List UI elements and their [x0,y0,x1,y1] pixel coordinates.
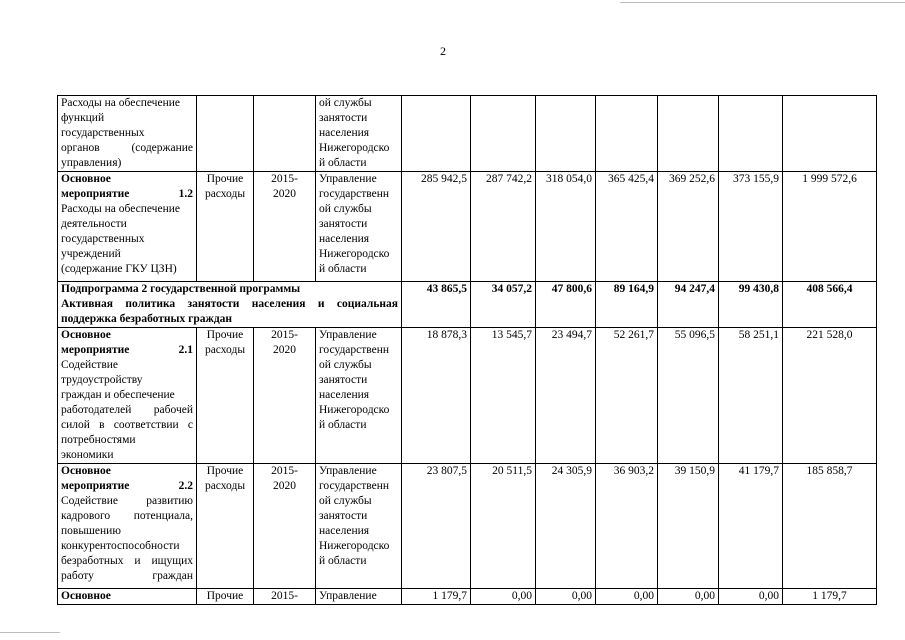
cell-text-line: Прочие [206,329,244,341]
cell-text-line: расходы [204,480,246,492]
cell-text-line: Прочие [206,173,244,185]
cell-text-line: трудоустройству [61,374,143,386]
cell-text-line: Управление [319,329,377,341]
table-row [58,464,877,589]
period-cell [254,96,316,172]
cell-text-line: граждан и обеспечение [61,389,175,401]
cell-text-line: 2020 [273,188,296,200]
cell-text-line: органов (содержание [61,142,193,154]
value-cell: 23 494,7 [536,328,596,464]
expense-type-cell [197,96,254,172]
cell-text-line: потребностями [61,434,136,446]
scan-edge-bottom [0,632,60,633]
value-cell: 0,00 [658,589,719,605]
value-cell: 13 545,7 [471,328,536,464]
value-cell: 55 096,5 [658,328,719,464]
cell-text-line: 2020 [273,344,296,356]
value-cell: 373 155,9 [719,172,783,282]
cell-text-line: Активная политика занятости населения и социальная [61,298,398,310]
cell-text-line: Нижегородско [319,404,390,416]
value-cell: 24 305,9 [536,464,596,589]
cell-text-line: й области [319,157,367,169]
cell-text-line: управления) [61,157,122,169]
value-cell: 221 528,0 [783,328,877,464]
cell-text-line: расходы [204,188,246,200]
cell-text-line: Управление [319,173,377,185]
cell-text-line: ой службы [319,97,372,109]
value-cell: 365 425,4 [596,172,658,282]
measure-name-cell [58,96,197,172]
expense-type-cell [197,589,254,605]
cell-text-line: населения [319,389,370,401]
cell-text-line: Расходы на обеспечение [61,203,180,215]
value-cell: 47 800,6 [536,282,596,328]
period-cell [254,328,316,464]
value-cell: 34 057,2 [471,282,536,328]
value-cell [596,96,658,172]
cell-text-line: Прочие [206,465,244,477]
cell-text-line: экономики [61,449,114,461]
value-cell: 58 251,1 [719,328,783,464]
value-cell: 287 742,2 [471,172,536,282]
value-cell [719,96,783,172]
cell-text-line: занятости [319,218,368,230]
cell-text-line: мероприятие 2.2 [61,480,193,492]
measure-name-cell [58,589,197,605]
cell-text-line: работодателей рабочей [61,404,193,416]
cell-text-line: государственн [319,480,390,492]
cell-text-line: населения [319,233,370,245]
cell-text-line: кадрового потенциала, [61,510,193,522]
value-cell: 318 054,0 [536,172,596,282]
value-cell: 185 858,7 [783,464,877,589]
cell-text-line: Нижегородско [319,248,390,260]
cell-text-line: силой в соответствии с [61,419,193,431]
cell-text-line: 2015- [271,465,298,477]
cell-text-line: Основное [61,590,111,602]
value-cell: 408 566,4 [783,282,877,328]
cell-text-line: поддержка безработных граждан [61,313,233,325]
responsible-org-cell [316,96,402,172]
cell-text-line: Подпрограмма 2 государственной программы [61,283,301,295]
value-cell [471,96,536,172]
value-cell: 39 150,9 [658,464,719,589]
cell-text-line: населения [319,127,370,139]
scan-edge-top [620,2,905,3]
value-cell: 89 164,9 [596,282,658,328]
value-cell [658,96,719,172]
cell-text-line: Основное [61,173,111,185]
cell-text-line: расходы [204,344,246,356]
cell-text-line: Управление [319,465,377,477]
cell-text-line: Прочие [206,590,244,602]
cell-text-line: учреждений [61,248,121,260]
cell-text-line: повышению [61,525,121,537]
value-cell: 36 903,2 [596,464,658,589]
value-cell: 20 511,5 [471,464,536,589]
cell-text-line: государственных [61,127,145,139]
subprogram-row [58,282,877,328]
cell-text-line: работу граждан [61,570,193,582]
responsible-org-cell [316,464,402,589]
cell-text-line: государственных [61,233,145,245]
value-cell: 1 999 572,6 [783,172,877,282]
period-cell [254,589,316,605]
cell-text-line: деятельности [61,218,127,230]
cell-text-line: (содержание ГКУ ЦЗН) [61,263,177,275]
subprogram-title [58,282,402,328]
cell-text-line: 2015- [271,590,298,602]
table-row [58,328,877,464]
measure-name-cell [58,464,197,589]
cell-text-line: Содействие [61,359,119,371]
page-number: 2 [440,44,446,58]
expense-type-cell [197,328,254,464]
cell-text-line: занятости [319,112,368,124]
cell-text-line: государственн [319,188,390,200]
value-cell: 23 807,5 [402,464,471,589]
cell-text-line: функций [61,112,105,124]
cell-text-line: конкурентоспособности [61,540,180,552]
value-cell: 43 865,5 [402,282,471,328]
cell-text-line: безработных и ищущих [61,555,193,567]
cell-text-line: занятости [319,374,368,386]
value-cell: 41 179,7 [719,464,783,589]
value-cell: 99 430,8 [719,282,783,328]
cell-text-line: населения [319,525,370,537]
value-cell: 0,00 [536,589,596,605]
value-cell: 285 942,5 [402,172,471,282]
cell-text-line: Основное [61,465,111,477]
cell-text-line: мероприятие 2.1 [61,344,193,356]
cell-text-line: Содействие развитию [61,495,193,507]
value-cell [783,96,877,172]
cell-text-line: й области [319,555,367,567]
table-row [58,589,877,605]
value-cell: 52 261,7 [596,328,658,464]
cell-text-line: государственн [319,344,390,356]
table-row [58,172,877,282]
responsible-org-cell [316,172,402,282]
expense-type-cell [197,464,254,589]
cell-text-line: 2015- [271,329,298,341]
value-cell: 1 179,7 [402,589,471,605]
value-cell [536,96,596,172]
cell-text-line: й области [319,263,367,275]
cell-text-line: й области [319,419,367,431]
budget-table [57,95,877,605]
value-cell: 0,00 [471,589,536,605]
period-cell [254,464,316,589]
cell-text-line: ой службы [319,495,372,507]
value-cell: 1 179,7 [783,589,877,605]
value-cell [402,96,471,172]
cell-text-line: Расходы на обеспечение [61,97,180,109]
value-cell: 369 252,6 [658,172,719,282]
cell-text-line: Нижегородско [319,540,390,552]
cell-text-line: Нижегородско [319,142,390,154]
cell-text-line: Управление [319,590,377,602]
value-cell: 0,00 [596,589,658,605]
cell-text-line: ой службы [319,359,372,371]
measure-name-cell [58,172,197,282]
cell-text-line: 2015- [271,173,298,185]
cell-text-line: мероприятие 1.2 [61,188,193,200]
value-cell: 94 247,4 [658,282,719,328]
period-cell [254,172,316,282]
responsible-org-cell [316,328,402,464]
table-row [58,96,877,172]
responsible-org-cell [316,589,402,605]
value-cell: 18 878,3 [402,328,471,464]
cell-text-line: занятости [319,510,368,522]
value-cell: 0,00 [719,589,783,605]
cell-text-line: 2020 [273,480,296,492]
cell-text-line: ой службы [319,203,372,215]
expense-type-cell [197,172,254,282]
cell-text-line: Основное [61,329,111,341]
measure-name-cell [58,328,197,464]
